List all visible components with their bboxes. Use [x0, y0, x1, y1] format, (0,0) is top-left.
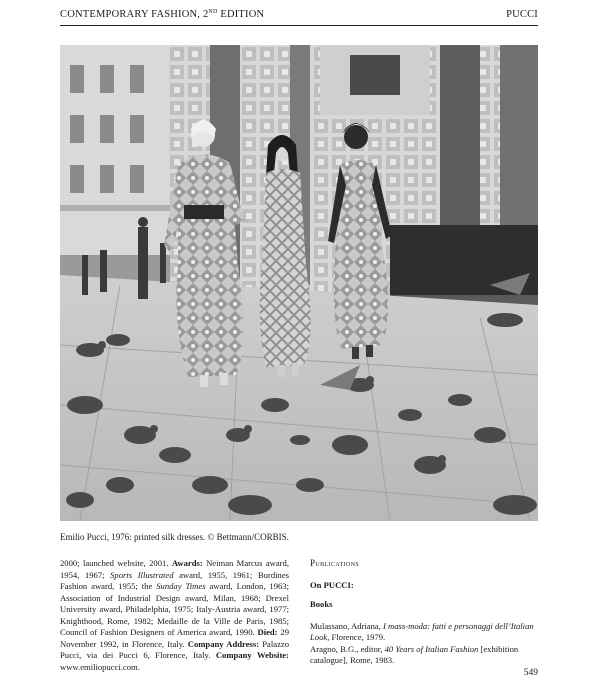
text-run: Company Address:	[187, 638, 260, 649]
text-run: 29 November 1992, in Florence, Italy.	[60, 627, 289, 649]
page-number: 549	[523, 668, 538, 678]
text-run: award, 1955, 1961; Burdines Fashion award, 1955; the	[60, 569, 289, 591]
text-run: Sunday Times	[156, 581, 206, 591]
running-header	[60, 9, 538, 26]
biography-text	[60, 558, 289, 673]
text-run: Died:	[257, 627, 278, 637]
books-heading: Books	[310, 599, 333, 609]
fashion-photograph	[60, 45, 538, 521]
text-run: 2000; launched website, 2001.	[60, 558, 172, 568]
bibliography	[310, 558, 538, 667]
photo-caption: Emilio Pucci, 1976: printed silk dresses. © Bettmann/CORBIS.	[60, 532, 289, 542]
text-run: Awards:	[171, 558, 203, 568]
text-run: Sports Illustrated	[110, 569, 174, 580]
text-run: www.emiliopucci.com.	[60, 661, 140, 672]
section-title: PUCCI	[506, 9, 538, 20]
text-run: Neiman Marcus award, 1954, 1967;	[60, 558, 289, 580]
bibliography-entry: Aragno, B.G., editor, 40 Years of Italian Fashion [exhibition catalogue], Rome, 1983.	[310, 643, 519, 665]
book-title: CONTEMPORARY FASHION, 2ND EDITION	[60, 9, 265, 20]
text-run: Palazzo Pucci, via dei Pucci 6, Florence, Italy.	[60, 638, 289, 660]
text-run: award, London, 1963; Association of Industrial Design award, Milan, 1968; Drexel University award, Philadelphia, 1975; Italy-Austria award, 1977; Knighthood, Rome, 1982; Medaille de la Ville de Paris, 1985; Council of Fashion Designers of America award, 1990.	[60, 581, 289, 637]
publications-heading: Publications	[310, 558, 360, 568]
text-run: Company Website:	[215, 650, 289, 660]
bibliography-entry: Mulassano, Adriana, I mass-moda: fatti e personaggi dell’Italian Look, Florence, 1979.	[310, 620, 534, 642]
on-pucci-heading: On PUCCI:	[310, 579, 354, 590]
